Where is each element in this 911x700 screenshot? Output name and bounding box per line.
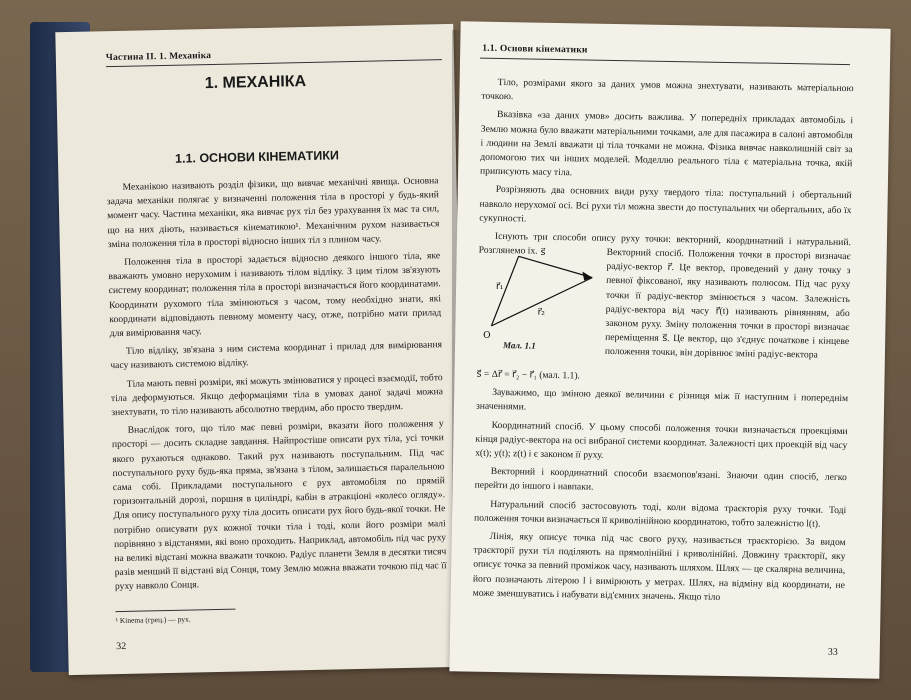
vector-diagram — [479, 234, 601, 356]
paragraph: Існують три способи опису руху точки: векторний, координатний і натуральний. Розглянемо їх. — [478, 230, 851, 257]
paragraph: Координатний спосіб. У цьому способі положення точки визначається проекціями кінця радіус-вектора на осі вибраної системи координат. Залежності цих проекцій від часу x(t); y(t); z(t) і є законом її руху. — [475, 419, 848, 461]
page-number: 32 — [116, 640, 127, 653]
body-text-beside-figure — [605, 246, 851, 364]
paragraph: Розрізняють два основних види руху твердого тіла: поступальний і обертальний навколо нерухомої осі. Всі рухи тіл можна звести до поступальних чи обертальних, або їх сукупності. — [479, 184, 852, 225]
footnote: ¹ Kinema (грец.) — рух. — [115, 614, 191, 626]
label-s: s⃗ — [540, 247, 546, 258]
paragraph: Лінія, яку описує точка під час свого руху, називається траєкторією. За видом траєкторії рухи тіл поділяють на прямолінійні і криволінійні. Довжину траєкторії, яку описує точка за певний проміжок часу, називають шляхом. Шлях — це скалярна величина, його позначають літерою l і вимірюють у метрах. Шлях, на відміну від координати, не може зменшуватись і набувати від'ємних значень. Якщо тіло — [472, 530, 846, 603]
paragraph: Вказівка «за даних умов» досить важлива. У попередніх прикладах автомобіль і Землю можна було вважати матеріальними точками, але для пасажира в салоні автомобіля і людини на Землі вважати ці тіла точками не можна. Фізика вивчає навколишній світ за допомогою тих чи інших моделей. Моделлю реального тіла є матеріальна точка, якій приписують масу тіла. — [479, 109, 854, 179]
running-head: 1.1. Основи кінематики — [482, 43, 588, 56]
arrowhead — [582, 271, 592, 280]
paragraph: Тіло відліку, зв'язана з ним система координат і прилад для вимірювання часу називають системою відліку. — [110, 339, 443, 372]
paragraph: Механікою називають розділ фізики, що вивчає механічні явища. Основна задача механіки полягає у визначенні положення тіла в просторі у будь-який момент часу. Частина механіки, яка вивчає рух тіл без урахування їх мас та сил, що на них діють, називається кінематикою¹. Механічним рухом називається зміна положення тіла в просторі відносно інших тіл з плином часу. — [106, 175, 440, 250]
right-page — [449, 21, 890, 678]
vector-s-line — [518, 256, 592, 277]
paragraph: Зауважимо, що зміною деякої величини є різниця між її наступним і попереднім значеннями. — [475, 387, 849, 413]
running-head: Частина II. 1. Механіка — [105, 50, 212, 64]
footnote-rule — [115, 609, 235, 613]
page-number: 33 — [827, 646, 838, 658]
paragraph: Натуральний спосіб застосовують тоді, коли відома траєкторія руху точки. Тоді положення точки визначається її криволінійною координатою, тобто залежністю l(t). — [473, 498, 847, 530]
chapter-title: 1. МЕХАНІКА — [204, 72, 307, 93]
paragraph: Векторний спосіб. Положення точки в просторі визначає радіус-вектор r⃗. Це вектор, проведений у дану точку з певної фіксованої, яку називають полюсом. Під час руху точки її радіус-вектор змінюється з часом. Залежність радіус-вектора від часу r⃗(t) називають рівнянням, або законом руху. Зміну положення точки в просторі визначає переміщення s⃗. Це вектор, що з'єднує початкове і кінцеве положення точки, він дорівнює зміні радіус-вектора — [604, 246, 851, 362]
figure-caption: Мал. 1.1 — [502, 340, 536, 351]
paragraph: Векторний і координатний способи взаємопов'язані. Знаючи один спосіб, легко перейти до іншого і навпаки. — [474, 466, 847, 494]
vector-r2-line — [491, 276, 592, 328]
body-text-bottom — [473, 368, 849, 612]
paragraph: Внаслідок того, що тіло має певні розміри, вказати його положення у просторі — досить складне завдання. Найпростіше описати рух тіла, усі точки якого рухаються однаково. Такий рух називають поступальним. Під час поступального руху будь-яка пряма, зв'язана з тілом, залишається паралельною сама собі. Прикладами поступального є рух автомобіля по прямій горизонтальній дорозі, поршня в циліндрі, кабін в атракціоні «колесо огляду». Для опису поступального руху тіла досить описати рух його будь-якої точки. Не потрібно описувати рух кожної точки тіла і тоді, коли його розміри малі порівняно з відстанями, які воно проходить. Наприклад, автомобіль під час руху на великі відстані можна вважати точкою. Радіус планети Земля в десятки тисяч разів менший її відстані від Сонця, тому Землю можна вважати точкою під час її руху навколо Сонця. — [111, 418, 447, 593]
body-text — [106, 174, 447, 599]
paragraph: Тіло, розмірами якого за даних умов можна знехтувати, називають матеріальною точкою. — [481, 76, 854, 103]
section-title: 1.1. ОСНОВИ КІНЕМАТИКИ — [174, 148, 340, 166]
paragraph: Положення тіла в просторі задається відносно деякого іншого тіла, яке вважають умовно нерухомим і називають тілом відліку. З цим тілом зв'язують систему координат; положення тіла в просторі визначається його координатами. Координати рухомого тіла змінюються з часом, тому необхідно знати, які координати відповідають певному моменту часу, отже, потрібно мати прилад для вимірювання часу. — [108, 250, 442, 340]
label-origin: O — [483, 330, 491, 341]
paragraph: Тіла мають певні розміри, які можуть змінюватися у процесі взаємодії, тобто тіла деформуються. Якщо деформаціями тіла в умовах даної задачі можна знехтувати, то тіло називають абсолютно твердим, або просто твердим. — [110, 371, 444, 419]
left-page — [55, 24, 466, 675]
formula: s⃗ = Δr⃗ = r⃗₂ − r⃗₁ (мал. 1.1). — [476, 368, 581, 382]
label-r2: r⃗₂ — [537, 307, 546, 318]
label-r1: r⃗₁ — [495, 281, 504, 293]
header-rule — [480, 58, 850, 65]
